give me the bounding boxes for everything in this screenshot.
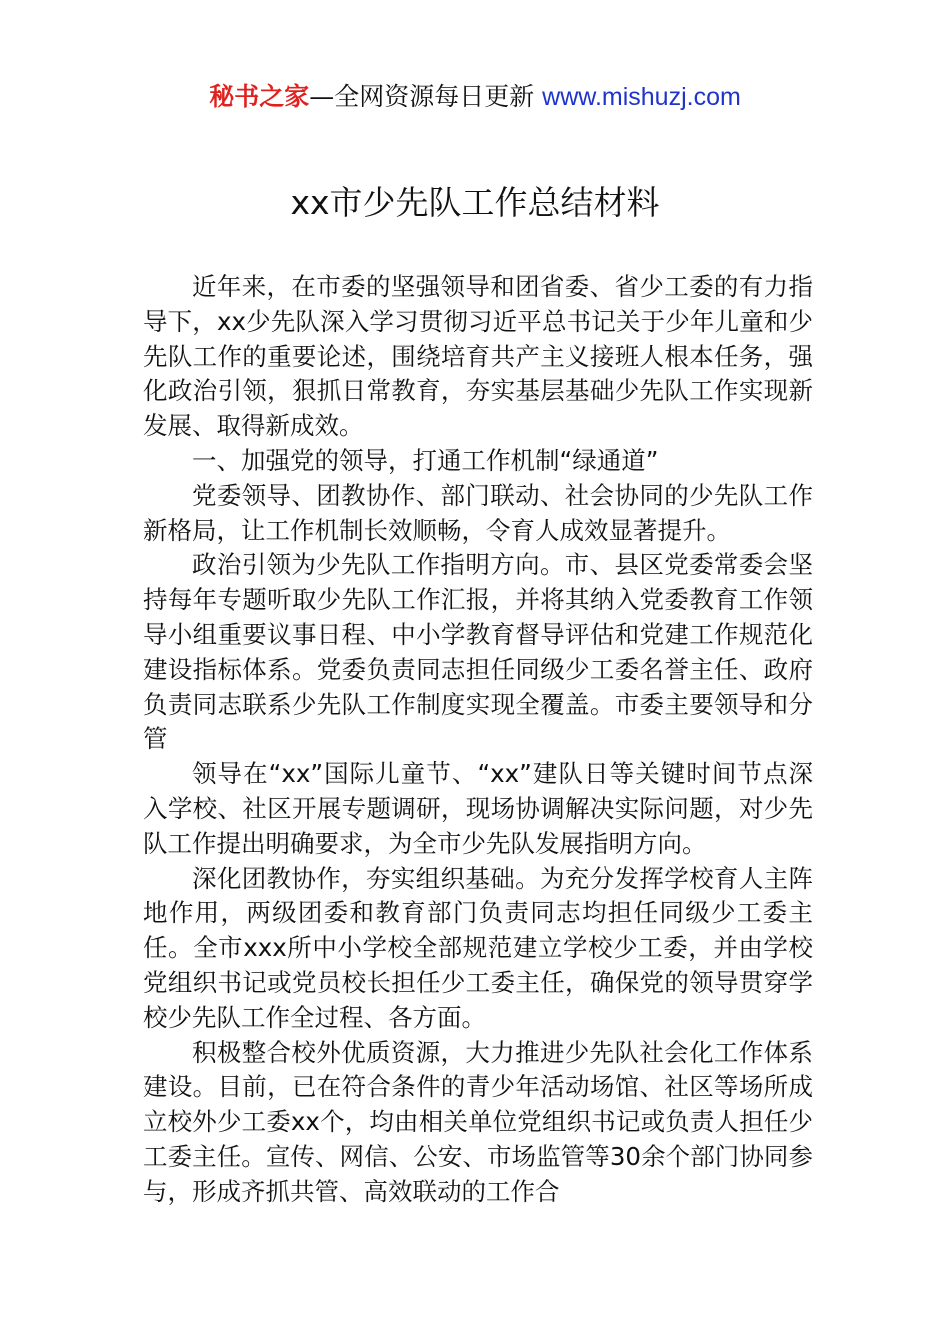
paragraph: 党委领导、团教协作、部门联动、社会协同的少先队工作新格局，让工作机制长效顺畅，令育人成效显著提升。 xyxy=(143,480,813,545)
brand-name: 秘书之家 xyxy=(209,82,310,111)
site-header xyxy=(0,80,950,114)
paragraph-intro: 近年来，在市委的坚强领导和团省委、省少工委的有力指导下，xx少先队深入学习贯彻习近平总书记关于少年儿童和少先队工作的重要论述，围绕培育共产主义接班人根本任务，强化政治引领，狠抓日常教育，夯实基层基础少先队工作实现新发展、取得新成效。 xyxy=(143,272,813,441)
header-tagline: —全网资源每日更新 xyxy=(309,82,543,111)
paragraph: 政治引领为少先队工作指明方向。市、县区党委常委会坚持每年专题听取少先队工作汇报，并将其纳入党委教育工作领导小组重要议事日程、中小学教育督导评估和党建工作规范化建设指标体系。党委负责同志担任同级少工委名誉主任、政府负责同志联系少先队工作制度实现全覆盖。市委主要领导和分管 xyxy=(143,550,813,754)
document-title: xx市少先队工作总结材料 xyxy=(290,183,660,222)
paragraph: 积极整合校外优质资源，大力推进少先队社会化工作体系建设。目前，已在符合条件的青少年活动场馆、社区等场所成立校外少工委xx个，均由相关单位党组织书记或负责人担任少工委主任。宣传、网信、公安、市场监管等30余个部门协同参与，形成齐抓共管、高效联动的工作合 xyxy=(143,1037,813,1206)
section-heading-1: 一、加强党的领导，打通工作机制“绿通道” xyxy=(192,445,659,475)
site-url-link[interactable]: www.mishuzj.com xyxy=(542,83,741,111)
document-body xyxy=(143,270,813,1210)
paragraph: 深化团教协作，夯实组织基础。为充分发挥学校育人主阵地作用，两级团委和教育部门负责同志均担任同级少工委主任。全市xxx所中小学校全部规范建立学校少工委，并由学校党组织书记或党员校长担任少工委主任，确保党的领导贯穿学校少先队工作全过程、各方面。 xyxy=(143,863,813,1032)
paragraph: 领导在“xx”国际儿童节、“xx”建队日等关键时间节点深入学校、社区开展专题调研，现场协调解决实际问题，对少先队工作提出明确要求，为全市少先队发展指明方向。 xyxy=(143,759,813,858)
